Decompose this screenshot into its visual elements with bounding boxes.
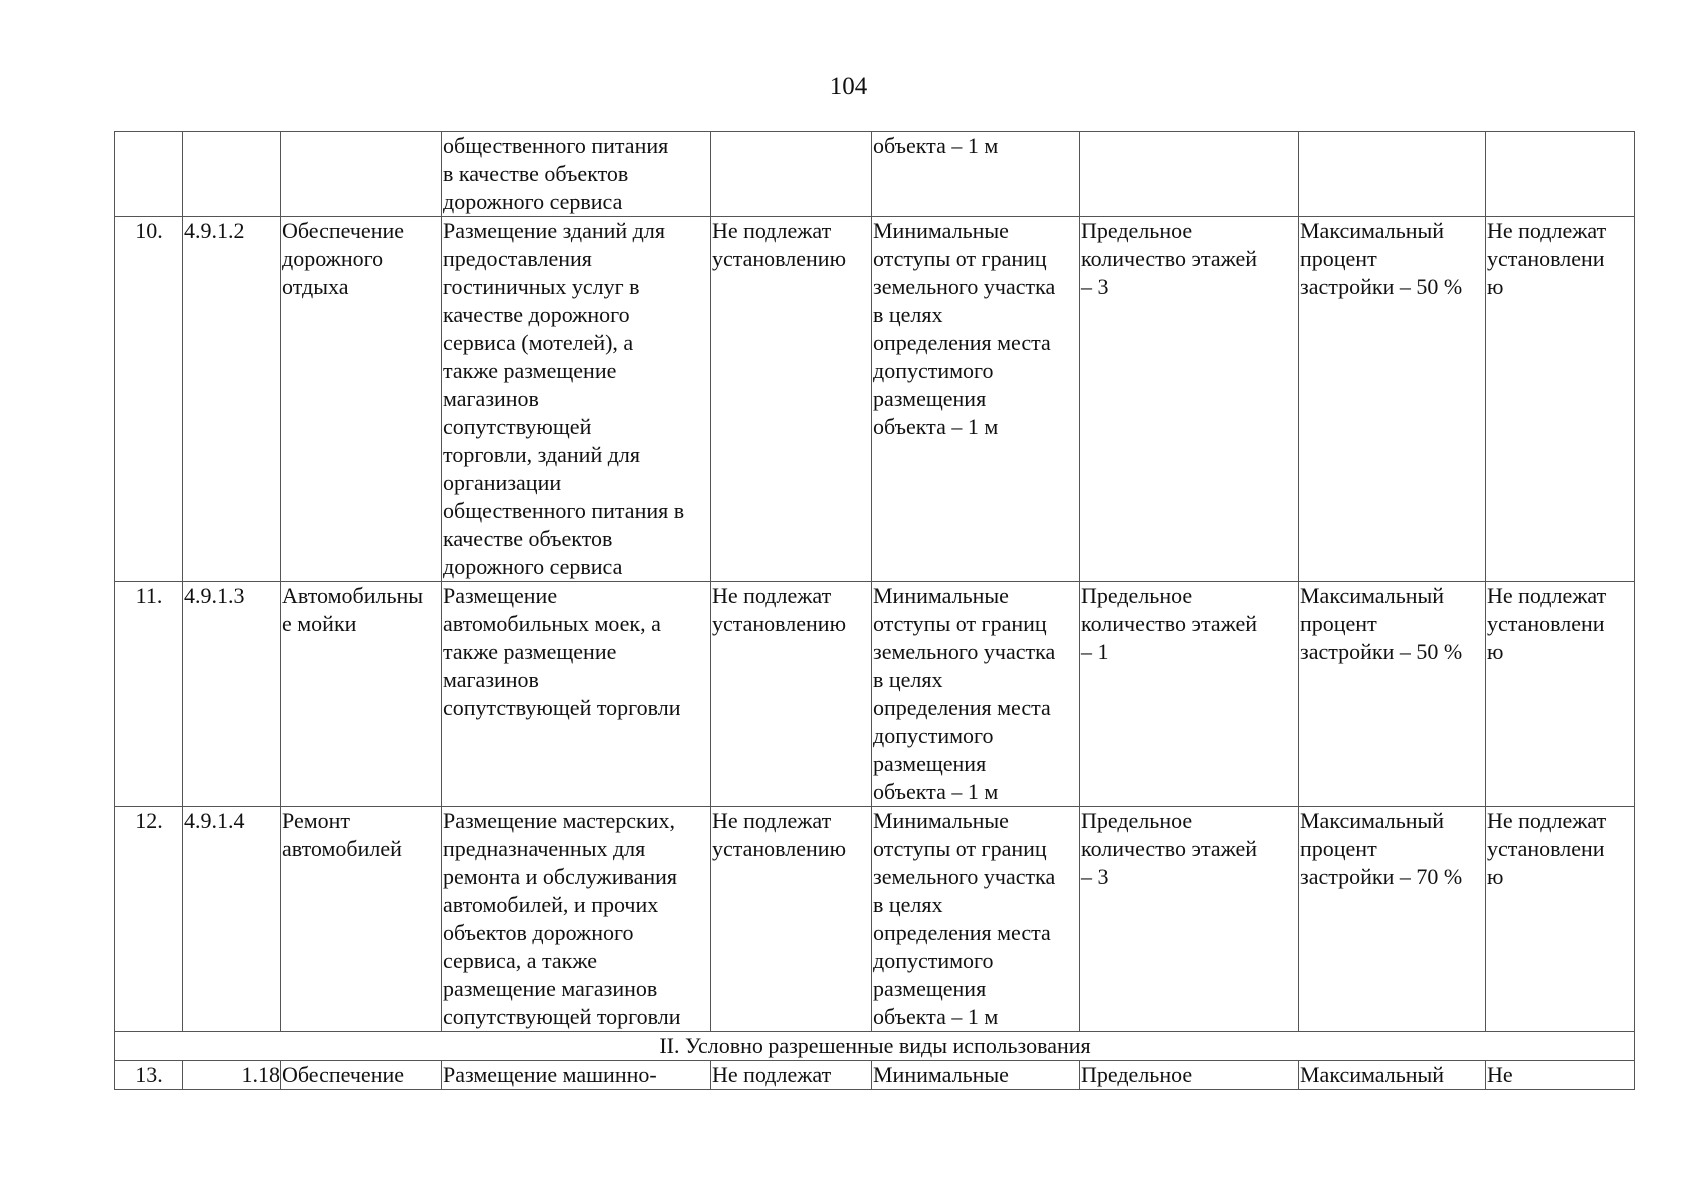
cell-setbacks: Минимальные отступы от границ земельного участка в целях определения места допустимого размещения объекта – 1 м bbox=[872, 217, 1080, 582]
cell-coverage bbox=[1299, 132, 1486, 217]
page-number: 104 bbox=[829, 73, 868, 100]
table-row-continuation bbox=[115, 132, 1635, 217]
cell-num: 12. bbox=[115, 807, 183, 1032]
cell-name: Автомобильны е мойки bbox=[281, 582, 442, 807]
cell-code: 4.9.1.2 bbox=[183, 217, 281, 582]
cell-setbacks: Минимальные bbox=[872, 1061, 1080, 1090]
cell-description: Размещение мастерских, предназначенных для ремонта и обслуживания автомобилей, и прочих объектов дорожного сервиса, а также размещение магазинов сопутствующей торговли bbox=[442, 807, 711, 1032]
cell-coverage: Максимальный процент застройки – 70 % bbox=[1299, 807, 1486, 1032]
cell-plot-size bbox=[711, 132, 872, 217]
cell-other: Не bbox=[1486, 1061, 1635, 1090]
cell-name: Обеспечение дорожного отдыха bbox=[281, 217, 442, 582]
cell-description: Размещение зданий для предоставления гостиничных услуг в качестве дорожного сервиса (мотелей), а также размещение магазинов сопутствующей торговли, зданий для организации общественного питания в качестве объектов дорожного сервиса bbox=[442, 217, 711, 582]
table-row bbox=[115, 807, 1635, 1032]
cell-floors: Предельное количество этажей – 3 bbox=[1080, 807, 1299, 1032]
cell-other: Не подлежат установлени ю bbox=[1486, 582, 1635, 807]
cell-plot-size: Не подлежат установлению bbox=[711, 217, 872, 582]
cell-other: Не подлежат установлени ю bbox=[1486, 217, 1635, 582]
cell-code: 4.9.1.3 bbox=[183, 582, 281, 807]
cell-description: общественного питания в качестве объектов дорожного сервиса bbox=[442, 132, 711, 217]
cell-coverage: Максимальный процент застройки – 50 % bbox=[1299, 582, 1486, 807]
cell-coverage: Максимальный bbox=[1299, 1061, 1486, 1090]
table-row bbox=[115, 1061, 1635, 1090]
cell-num: 10. bbox=[115, 217, 183, 582]
cell-name bbox=[281, 132, 442, 217]
cell-setbacks: Минимальные отступы от границ земельного участка в целях определения места допустимого размещения объекта – 1 м bbox=[872, 807, 1080, 1032]
cell-plot-size: Не подлежат bbox=[711, 1061, 872, 1090]
cell-other bbox=[1486, 132, 1635, 217]
cell-floors: Предельное количество этажей – 3 bbox=[1080, 217, 1299, 582]
cell-setbacks: Минимальные отступы от границ земельного участка в целях определения места допустимого размещения объекта – 1 м bbox=[872, 582, 1080, 807]
table-row bbox=[115, 217, 1635, 582]
land-use-table bbox=[114, 131, 1635, 1090]
cell-plot-size: Не подлежат установлению bbox=[711, 807, 872, 1032]
cell-other: Не подлежат установлени ю bbox=[1486, 807, 1635, 1032]
cell-coverage: Максимальный процент застройки – 50 % bbox=[1299, 217, 1486, 582]
section-heading: II. Условно разрешенные виды использования bbox=[115, 1032, 1635, 1061]
cell-name: Обеспечение bbox=[281, 1061, 442, 1090]
cell-description: Размещение машинно- bbox=[442, 1061, 711, 1090]
table-row bbox=[115, 582, 1635, 807]
cell-floors: Предельное количество этажей – 1 bbox=[1080, 582, 1299, 807]
section-heading-row bbox=[115, 1032, 1635, 1061]
cell-description: Размещение автомобильных моек, а также размещение магазинов сопутствующей торговли bbox=[442, 582, 711, 807]
cell-floors: Предельное bbox=[1080, 1061, 1299, 1090]
cell-setbacks: объекта – 1 м bbox=[872, 132, 1080, 217]
cell-num: 13. bbox=[115, 1061, 183, 1090]
cell-code: 4.9.1.4 bbox=[183, 807, 281, 1032]
cell-num bbox=[115, 132, 183, 217]
cell-num: 11. bbox=[115, 582, 183, 807]
cell-code: 1.18 bbox=[183, 1061, 281, 1090]
cell-code bbox=[183, 132, 281, 217]
cell-floors bbox=[1080, 132, 1299, 217]
cell-name: Ремонт автомобилей bbox=[281, 807, 442, 1032]
cell-plot-size: Не подлежат установлению bbox=[711, 582, 872, 807]
